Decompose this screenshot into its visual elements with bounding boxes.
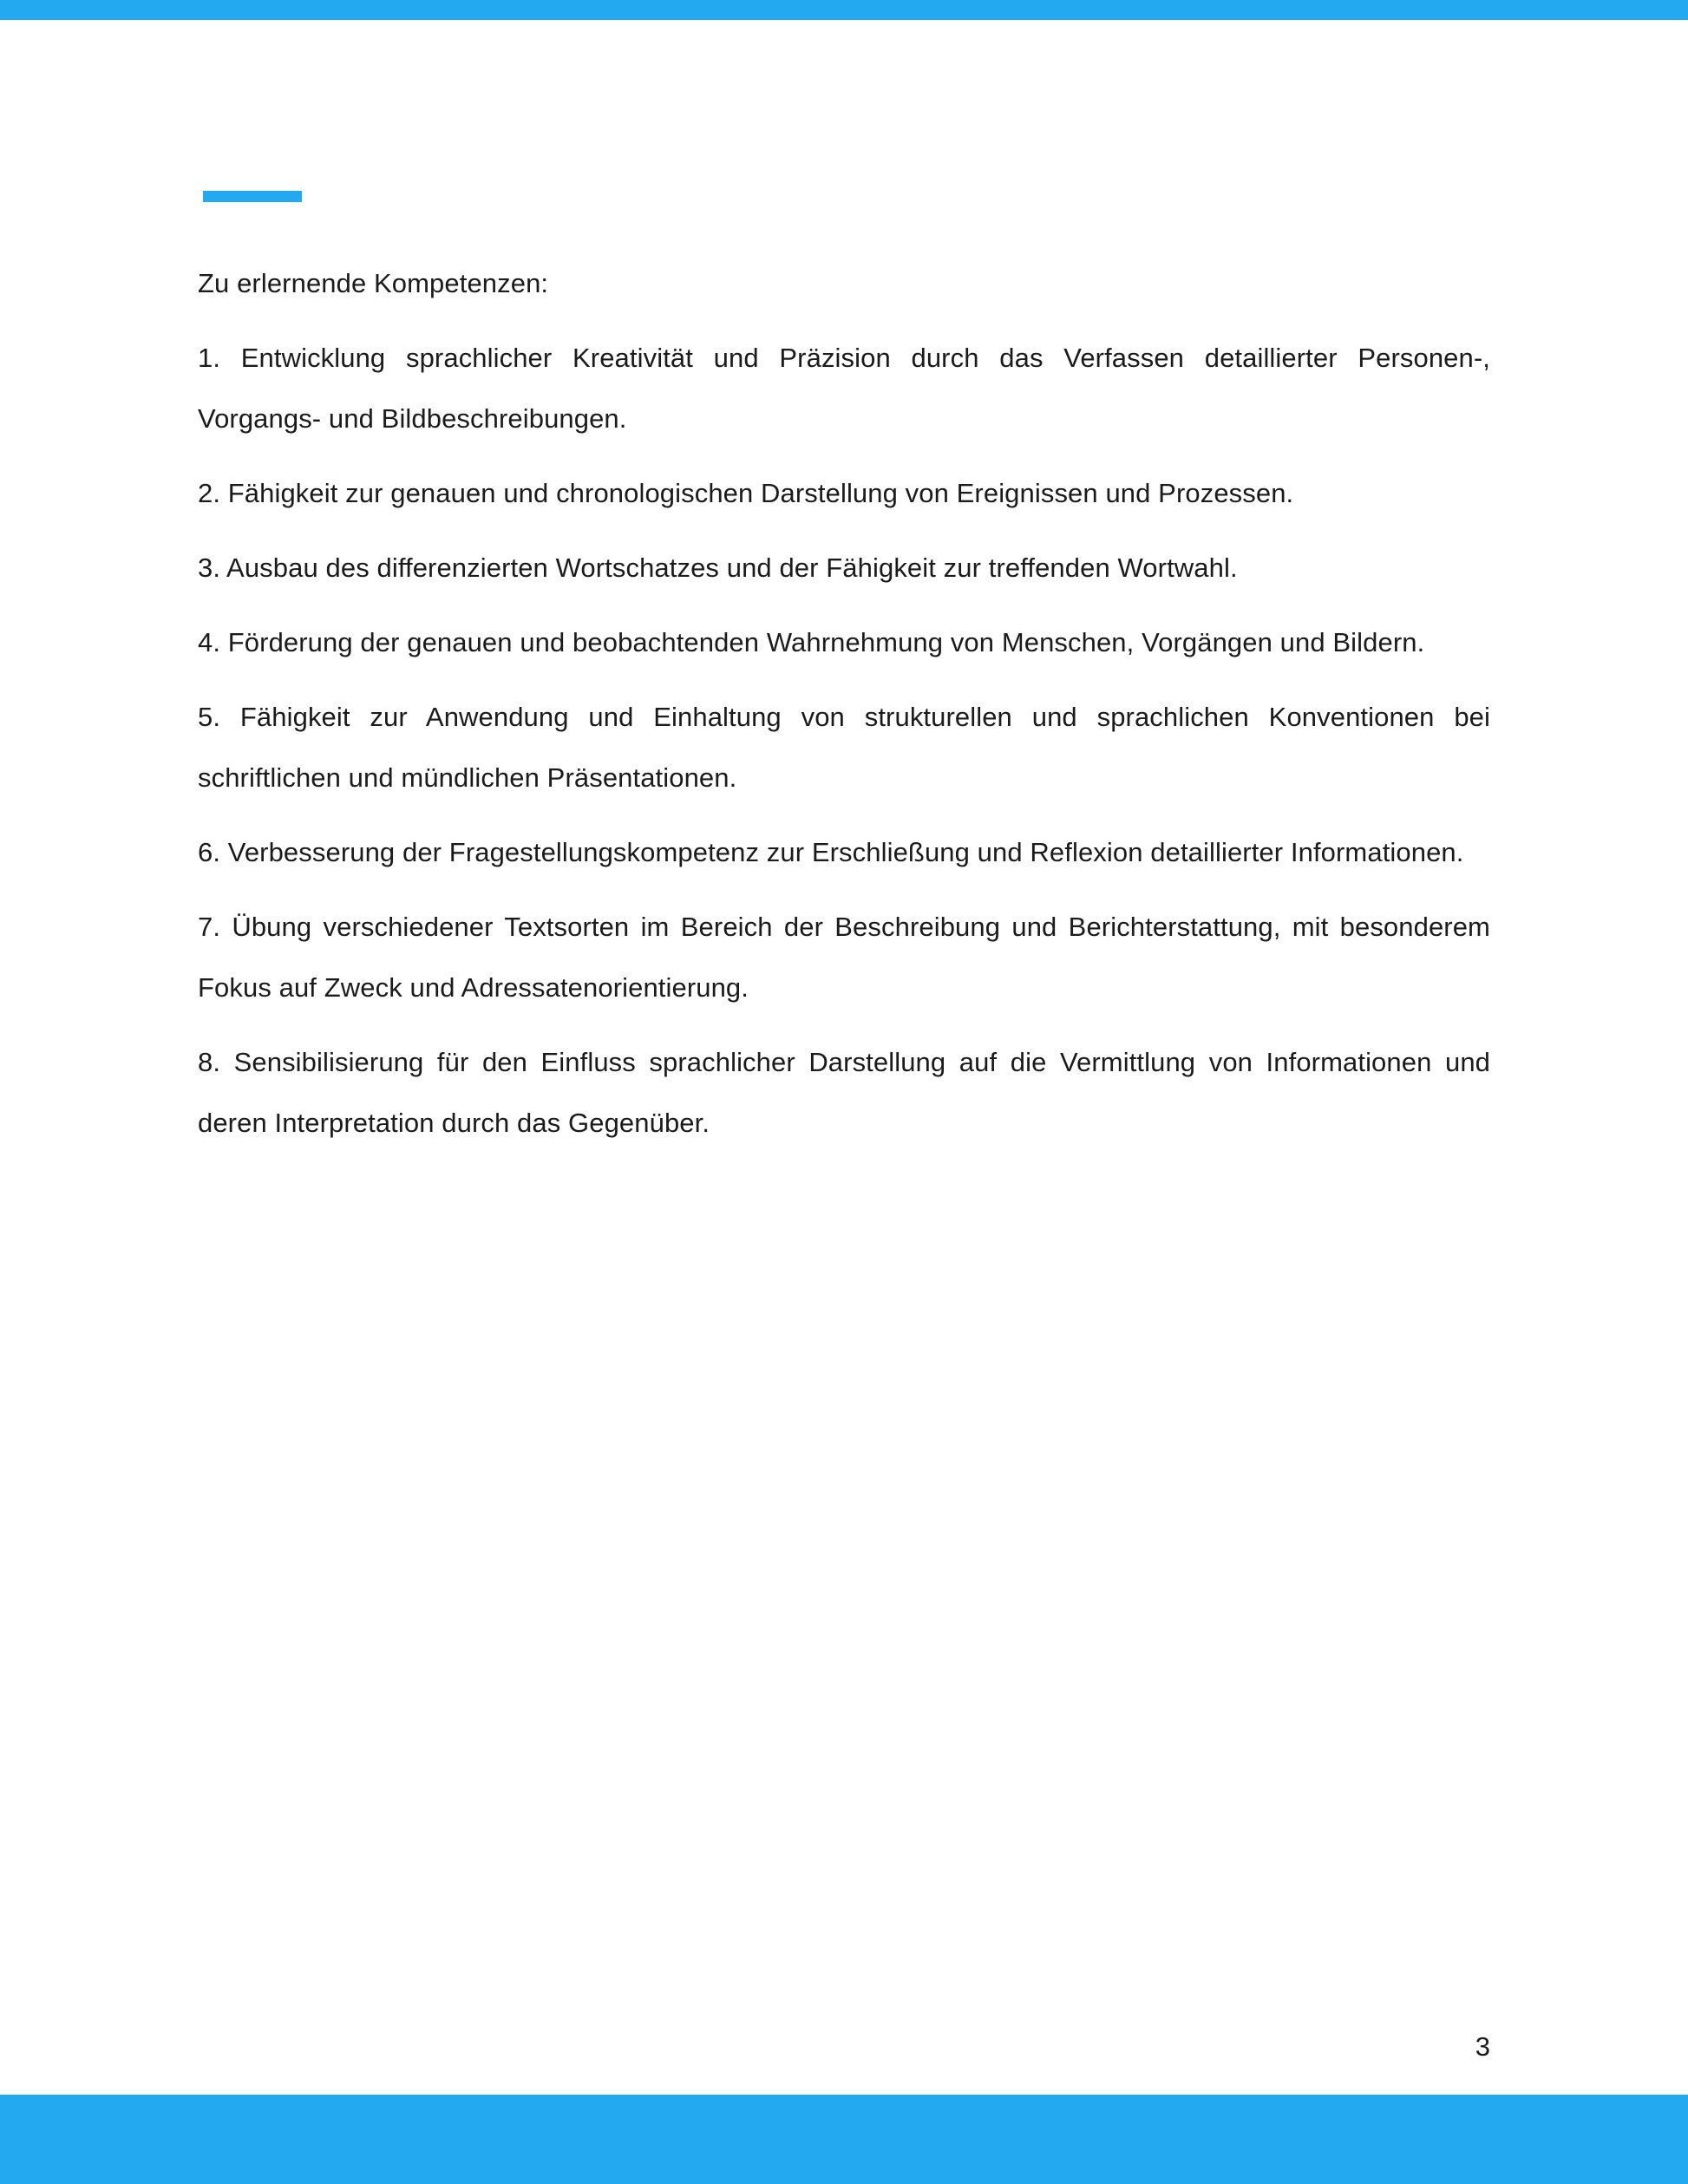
list-item: 1. Entwicklung sprachlicher Kreativität und Präzision durch das Verfassen detaillierter Personen-, Vorgangs- und Bildbeschreibungen.	[198, 343, 1490, 434]
list-item: 7. Übung verschiedener Textsorten im Bereich der Beschreibung und Berichterstattung, mit besonderem Fokus auf Zweck und Adressatenorientierung.	[198, 912, 1490, 1003]
competency-list	[198, 328, 1490, 1154]
page-number: 3	[1475, 2031, 1490, 2062]
list-item: 8. Sensibilisierung für den Einfluss sprachlicher Darstellung auf die Vermittlung von Informationen und deren Interpretation durch das Gegenüber.	[198, 1047, 1490, 1138]
top-brand-bar	[0, 0, 1688, 20]
list-item: 2. Fähigkeit zur genauen und chronologischen Darstellung von Ereignissen und Prozessen.	[198, 478, 1294, 508]
list-item: 5. Fähigkeit zur Anwendung und Einhaltung von strukturellen und sprachlichen Konventionen bei schriftlichen und mündlichen Präsentationen.	[198, 702, 1490, 793]
list-item: 3. Ausbau des differenzierten Wortschatzes und der Fähigkeit zur treffenden Wortwahl.	[198, 553, 1238, 583]
accent-dash	[203, 191, 302, 202]
bottom-brand-bar	[0, 2095, 1688, 2184]
list-item: 4. Förderung der genauen und beobachtenden Wahrnehmung von Menschen, Vorgängen und Bildern.	[198, 627, 1425, 657]
section-intro-heading: Zu erlernende Kompetenzen:	[198, 268, 549, 298]
list-item: 6. Verbesserung der Fragestellungskompetenz zur Erschließung und Reflexion detaillierter Informationen.	[198, 837, 1464, 867]
